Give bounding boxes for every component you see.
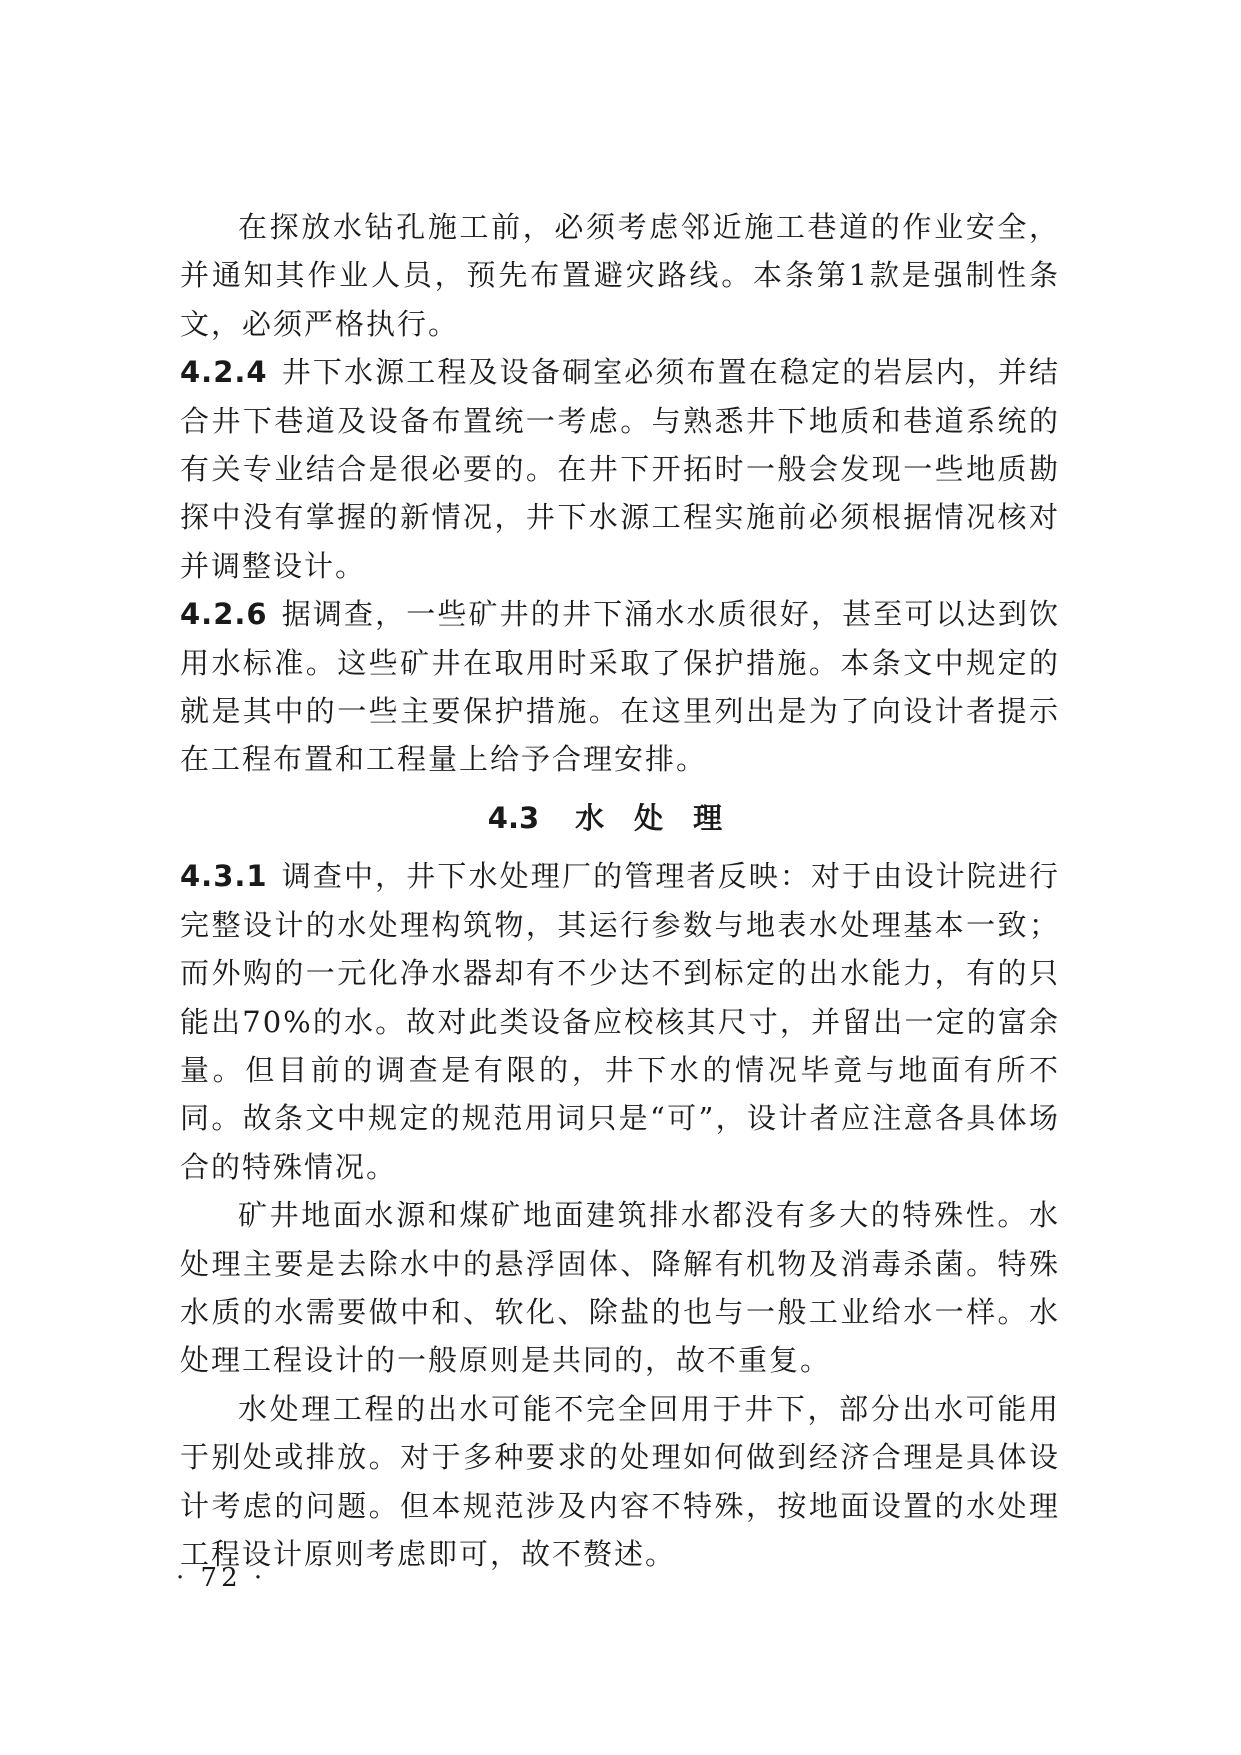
section-number: 4.3 <box>487 800 540 835</box>
paragraph-text: 矿井地面水源和煤矿地面建筑排水都没有多大的特殊性。水处理主要是去除水中的悬浮固体、降解有机物及消毒杀菌。特殊水质的水需要做中和、软化、除盐的也与一般工业给水一样。水处理工程设计的一般原则是共同的，故不重复。 <box>180 1198 1060 1378</box>
paragraph-drainage-safety <box>180 203 1060 348</box>
clause-number: 4.2.6 <box>180 597 268 632</box>
section-title: 水处理 <box>575 800 753 835</box>
clause-4-2-6 <box>180 590 1060 784</box>
clause-4-3-1 <box>180 852 1060 1191</box>
paragraph-text: 在探放水钻孔施工前，必须考虑邻近施工巷道的作业安全，并通知其作业人员，预先布置避灾路线。本条第1款是强制性条文，必须严格执行。 <box>180 210 1060 341</box>
paragraph-effluent-reuse <box>180 1385 1060 1579</box>
section-heading <box>180 794 1060 842</box>
clause-text: 井下水源工程及设备硐室必须布置在稳定的岩层内，并结合井下巷道及设备布置统一考虑。与熟悉井下地质和巷道系统的有关专业结合是很必要的。在井下开拓时一般会发现一些地质勘探中没有掌握的新情况，井下水源工程实施前必须根据情况核对并调整设计。 <box>180 355 1060 583</box>
clause-number: 4.2.4 <box>180 355 268 390</box>
clause-text: 调查中，井下水处理厂的管理者反映：对于由设计院进行完整设计的水处理构筑物，其运行参数与地表水处理基本一致；而外购的一元化净水器却有不少达不到标定的出水能力，有的只能出70%的水。故对此类设备应校核其尺寸，并留出一定的富余量。但目前的调查是有限的，井下水的情况毕竟与地面有所不同。故条文中规定的规范用词只是“可”，设计者应注意各具体场合的特殊情况。 <box>180 859 1060 1184</box>
clause-number: 4.3.1 <box>180 859 268 894</box>
clause-4-2-4 <box>180 348 1060 590</box>
paragraph-text: 水处理工程的出水可能不完全回用于井下，部分出水可能用于别处或排放。对于多种要求的处理如何做到经济合理是具体设计考虑的问题。但本规范涉及内容不特殊，按地面设置的水处理工程设计原则考虑即可，故不赘述。 <box>180 1391 1060 1571</box>
clause-text: 据调查，一些矿井的井下涌水水质很好，甚至可以达到饮用水标准。这些矿井在取用时采取了保护措施。本条文中规定的就是其中的一些主要保护措施。在这里列出是为了向设计者提示在工程布置和工程量上给予合理安排。 <box>180 597 1060 777</box>
page-number: · 72 · <box>176 1563 267 1593</box>
paragraph-surface-water <box>180 1191 1060 1385</box>
body-text <box>180 203 1060 1578</box>
